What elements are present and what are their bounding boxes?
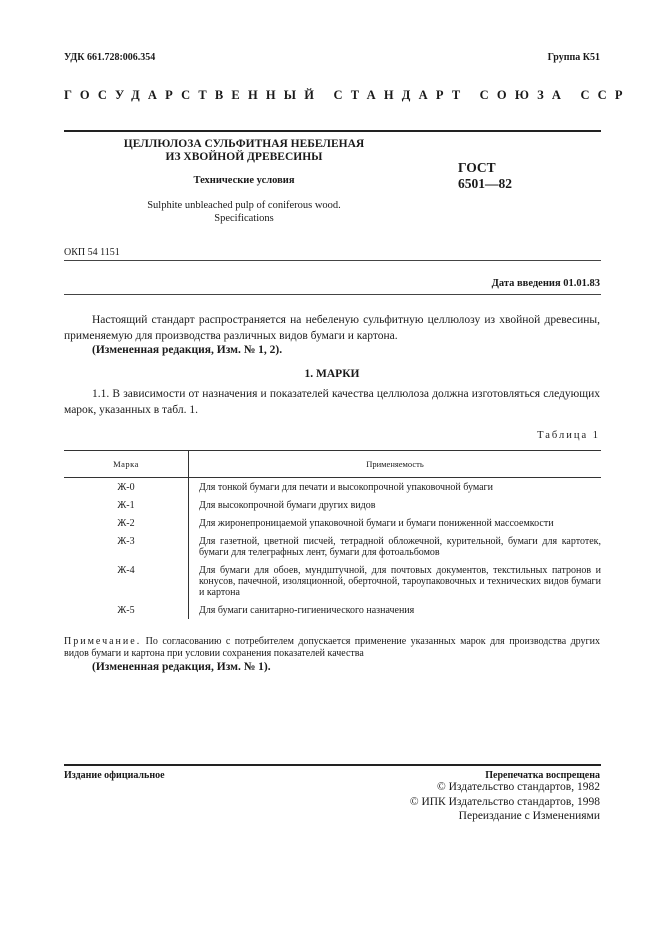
table-row bbox=[64, 514, 601, 532]
divider-top bbox=[64, 130, 601, 132]
table-row bbox=[64, 496, 601, 514]
official-edition-label: Издание официальное bbox=[64, 770, 165, 781]
note-label: Примечание. bbox=[64, 636, 142, 647]
intro-date bbox=[492, 278, 600, 289]
intro-date-value: 01.01.83 bbox=[563, 278, 600, 289]
column-header-mark: Марка bbox=[64, 451, 189, 478]
table-row bbox=[64, 532, 601, 561]
cell-use: Для газетной, цветной писчей, тетрадной обложечной, курительной, бумаги для картотек, бумаги для телеграфных лент, бумаги для фотоальбомов bbox=[199, 536, 601, 558]
cell-mark: Ж-3 bbox=[64, 532, 189, 561]
gost-number: 6501—82 bbox=[458, 176, 512, 191]
okp-code: ОКП 54 1151 bbox=[64, 247, 120, 258]
table-row bbox=[64, 561, 601, 601]
english-title-line-2: Specifications bbox=[214, 213, 274, 224]
english-title bbox=[64, 199, 424, 225]
cell-use: Для жиронепроницаемой упаковочной бумаги и бумаги пониженной массоемкости bbox=[199, 518, 554, 529]
document-title bbox=[64, 138, 424, 164]
note-edition: (Измененная редакция, Изм. № 1). bbox=[92, 661, 271, 673]
divider-date bbox=[64, 294, 601, 295]
note-text: По согласованию с потребителем допускается применение указанных марок для производства других видов бумаги и картона при условии сохранения показателей качества bbox=[64, 636, 600, 659]
cell-mark: Ж-5 bbox=[64, 601, 189, 619]
table-note bbox=[64, 636, 600, 660]
section-1-heading: 1. МАРКИ bbox=[304, 368, 360, 380]
cell-use: Для высокопрочной бумаги других видов bbox=[199, 500, 376, 511]
cell-mark: Ж-0 bbox=[64, 478, 189, 497]
english-title-line-1: Sulphite unbleached pulp of coniferous wood. bbox=[147, 200, 341, 211]
cell-use: Для бумаги для обоев, мундштучной, для почтовых документов, текстильных патронов и конусов, пачечной, изоляционной, оберточной, тароупаковочных и технических видов бумаги и картона bbox=[199, 565, 601, 598]
cell-mark: Ж-2 bbox=[64, 514, 189, 532]
cell-mark: Ж-4 bbox=[64, 561, 189, 601]
copyright-1982: © Издательство стандартов, 1982 bbox=[436, 781, 600, 793]
intro-edition-note: (Измененная редакция, Изм. № 1, 2). bbox=[92, 344, 283, 356]
table-1 bbox=[64, 450, 601, 619]
table-header-row bbox=[64, 451, 601, 478]
title-line-2: ИЗ ХВОЙНОЙ ДРЕВЕСИНЫ bbox=[165, 151, 323, 163]
group-code: Группа К51 bbox=[547, 52, 600, 63]
intro-paragraph: Настоящий стандарт распространяется на небеленую сульфитную целлюлозу из хвойной древесины, применяемую для производства различных видов бумаги и картона. bbox=[64, 314, 600, 342]
table-1-caption: Таблица 1 bbox=[537, 430, 600, 441]
reissue-note: Переиздание с Изменениями bbox=[458, 810, 600, 822]
column-header-use: Применяемость bbox=[189, 451, 602, 478]
table-row bbox=[64, 478, 601, 497]
document-subtitle: Технические условия bbox=[193, 175, 295, 186]
gost-designation bbox=[458, 160, 512, 192]
cell-use: Для бумаги санитарно-гигиенического назначения bbox=[199, 605, 415, 616]
copyright-1998: © ИПК Издательство стандартов, 1998 bbox=[409, 796, 600, 808]
divider-footer bbox=[64, 764, 601, 766]
intro-date-label: Дата введения bbox=[491, 278, 561, 289]
reprint-prohibited-label: Перепечатка воспрещена bbox=[485, 770, 600, 781]
cell-mark: Ж-1 bbox=[64, 496, 189, 514]
udk-code: УДК 661.728:006.354 bbox=[64, 52, 156, 63]
divider-okp bbox=[64, 260, 601, 261]
table-row bbox=[64, 601, 601, 619]
section-1-paragraph: 1.1. В зависимости от назначения и показателей качества целлюлоза должна изготовляться следующих марок, указанных в табл. 1. bbox=[64, 388, 600, 416]
cell-use: Для тонкой бумаги для печати и высокопрочной упаковочной бумаги bbox=[199, 482, 493, 493]
gost-label: ГОСТ bbox=[458, 160, 496, 175]
title-line-1: ЦЕЛЛЮЛОЗА СУЛЬФИТНАЯ НЕБЕЛЕНАЯ bbox=[123, 138, 365, 150]
standard-heading: ГОСУДАРСТВЕННЫЙ СТАНДАРТ СОЮЗА ССР bbox=[64, 88, 631, 102]
